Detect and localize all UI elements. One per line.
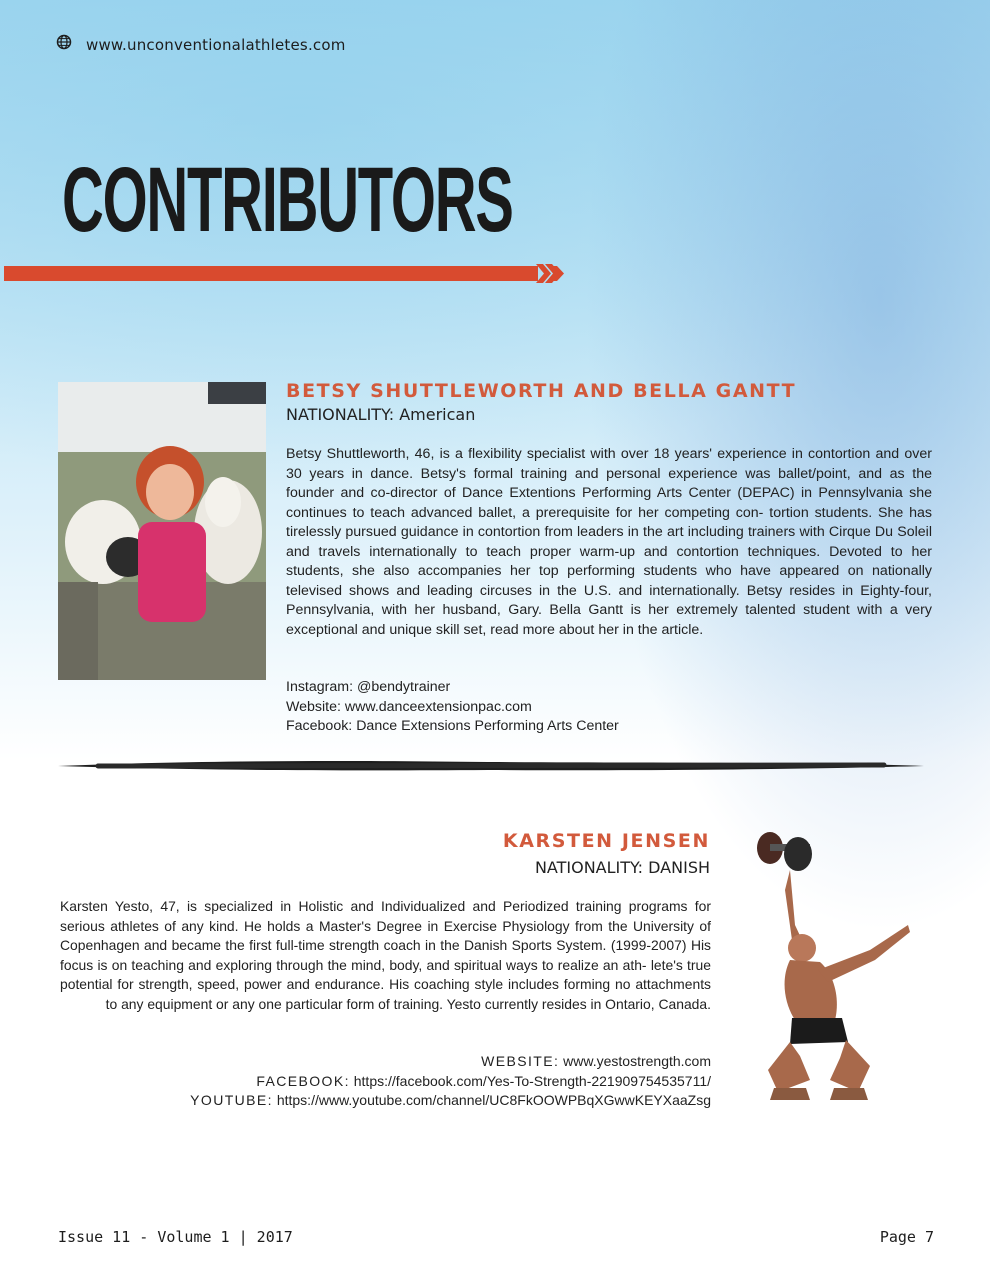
contributor-bio: [286, 445, 932, 640]
brush-stroke-divider: [58, 757, 924, 780]
bio-line: and as the founder and co-director of Dance Extentions Performing Arts Center (DEPAC) in: [286, 465, 932, 501]
bio-line: Betsy Shuttleworth, 46, is a flexibility specialist with over 18 years' experience in contortion: [286, 446, 871, 462]
contributor-links: [286, 678, 619, 737]
instagram-link[interactable]: Instagram: @bendytrainer: [286, 679, 451, 695]
bio-line: serious athletes of any kind. He holds a Master's Degree in Exercise Physiology from the University of: [60, 917, 711, 934]
contributor-name: KARSTEN JENSEN: [502, 830, 710, 852]
chevron-arrows-icon: [536, 264, 566, 288]
bio-line: Pennsylvania she continues to teach advanced ballet, a prerequisite for her competing con-: [286, 485, 932, 521]
bio-line: Copenhagen and became the first full-time strength coach in the Danish Sports System. (1999-2007): [60, 937, 687, 953]
bio-line: is her extremely talented student with a very exceptional and unique skill set, read more about: [286, 602, 932, 638]
bio-line: including trainers with Cirque Du Soleil and travels internationally to teach proper warm-up: [286, 524, 932, 560]
contributor-photo-karsten: [740, 830, 920, 1115]
contributor-nationality: NATIONALITY: American: [286, 405, 476, 424]
contributor-bio: [60, 897, 711, 1014]
bio-line: His focus is on teaching and exploring through the mind, body, and spiritual ways to realize an ath-: [60, 937, 712, 973]
bio-line: tortion students. She has tirelessly pursued guidance in contortion from leaders in the art: [286, 504, 932, 540]
contributor-links: [60, 1052, 711, 1111]
page-number: Page 7: [879, 1228, 934, 1246]
website-link[interactable]: Website: www.danceextensionpac.com: [286, 698, 532, 715]
title-underline-bar: [4, 266, 538, 281]
bio-line: students who have appeared on nationally televised shows and leading circuses in the U.S. and: [286, 563, 932, 599]
contributor-name: BETSY SHUTTLEWORTH AND BELLA GANTT: [286, 380, 797, 402]
bio-line: lete's true potential for strength, speed, power and endurance. His coaching style includes forming no: [60, 956, 711, 992]
website-link[interactable]: WEBSITE: www.yestostrength.com: [481, 1053, 711, 1069]
contributor-photo-betsy-bella: [58, 382, 266, 680]
site-url[interactable]: www.unconventionalathletes.com: [86, 35, 346, 54]
bio-line: Karsten Yesto, 47, is specialized in Holistic and Individualized and Periodized training programs for: [60, 898, 711, 914]
issue-info: Issue 11 - Volume 1 | 2017: [58, 1228, 293, 1246]
facebook-link[interactable]: Facebook: Dance Extensions Performing Arts Center: [286, 718, 619, 734]
youtube-link[interactable]: YOUTUBE: https://www.youtube.com/channel/UC8FkOOWPBqXGwwKEYXaaZsg: [190, 1092, 711, 1108]
page-title: CONTRIBUTORS: [62, 149, 513, 251]
bio-line: attachments to any equipment or any one particular form of training. Yesto currently resides in Ontario,: [105, 976, 711, 1012]
facebook-link[interactable]: FACEBOOK: https://facebook.com/Yes-To-Strength-221909754535711/: [256, 1072, 711, 1089]
bio-line: internationally. Betsy resides in Eighty-four, Pennsylvania, with her husband, Gary. Bella Gantt: [286, 582, 932, 618]
bio-line: Canada.: [658, 995, 711, 1012]
site-url-row: [56, 34, 346, 55]
bio-line: and over 30 years in dance. Betsy's formal training and personal experience was ballet/point,: [286, 446, 932, 482]
bio-line: and contortion techniques. Devoted to her students, she also accompanies her top performing: [286, 543, 932, 579]
bio-line: her in the article.: [598, 621, 704, 638]
contributor-nationality: NATIONALITY: DANISH: [534, 858, 710, 877]
globe-icon: [56, 34, 72, 55]
